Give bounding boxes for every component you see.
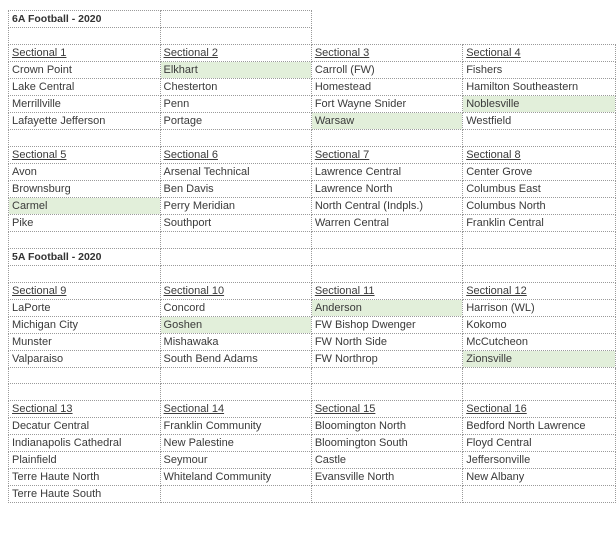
team-cell[interactable]: Hamilton Southeastern xyxy=(463,78,616,95)
empty-cell[interactable] xyxy=(463,384,616,401)
team-cell[interactable]: Lawrence North xyxy=(311,180,462,197)
team-cell[interactable]: Chesterton xyxy=(160,78,311,95)
sheet-row xyxy=(9,435,616,452)
team-cell[interactable]: Westfield xyxy=(463,112,616,129)
team-cell[interactable]: Bloomington North xyxy=(311,418,462,435)
sheet-row xyxy=(9,469,616,486)
sheet-row xyxy=(9,146,616,163)
team-cell[interactable]: Columbus North xyxy=(463,197,616,214)
team-cell[interactable]: Harrison (WL) xyxy=(463,299,616,316)
empty-cell[interactable] xyxy=(160,384,311,401)
empty-cell[interactable] xyxy=(160,367,311,384)
team-cell[interactable]: Homestead xyxy=(311,78,462,95)
sheet-row xyxy=(9,282,616,299)
empty-cell[interactable] xyxy=(311,486,462,503)
team-cell[interactable]: Lawrence Central xyxy=(311,163,462,180)
empty-cell[interactable] xyxy=(160,28,311,45)
team-cell[interactable]: Carmel xyxy=(9,197,161,214)
sectional-header[interactable]: Sectional 4 xyxy=(463,44,616,61)
team-cell[interactable]: Mishawaka xyxy=(160,333,311,350)
team-cell[interactable]: Castle xyxy=(311,452,462,469)
spreadsheet-grid xyxy=(8,10,616,503)
team-cell[interactable]: Franklin Community xyxy=(160,418,311,435)
team-cell[interactable]: Arsenal Technical xyxy=(160,163,311,180)
team-cell[interactable]: Lafayette Jefferson xyxy=(9,112,161,129)
empty-cell[interactable] xyxy=(463,11,616,28)
team-cell[interactable]: McCutcheon xyxy=(463,333,616,350)
empty-cell[interactable] xyxy=(9,367,161,384)
team-cell[interactable]: Franklin Central xyxy=(463,214,616,231)
empty-cell[interactable] xyxy=(160,265,311,282)
sectional-header[interactable]: Sectional 13 xyxy=(9,401,161,418)
empty-cell[interactable] xyxy=(160,129,311,146)
team-cell[interactable]: North Central (Indpls.) xyxy=(311,197,462,214)
sectional-header[interactable]: Sectional 9 xyxy=(9,282,161,299)
team-cell[interactable]: Crown Point xyxy=(9,61,161,78)
sectional-header[interactable]: Sectional 14 xyxy=(160,401,311,418)
team-cell[interactable]: Zionsville xyxy=(463,350,616,367)
team-cell[interactable]: Terre Haute South xyxy=(9,486,161,503)
team-cell[interactable]: Fishers xyxy=(463,61,616,78)
sectional-header[interactable]: Sectional 15 xyxy=(311,401,462,418)
sheet-row xyxy=(9,61,616,78)
empty-cell[interactable] xyxy=(9,231,161,248)
team-cell[interactable]: Floyd Central xyxy=(463,435,616,452)
team-cell[interactable]: Plainfield xyxy=(9,452,161,469)
empty-cell[interactable] xyxy=(311,367,462,384)
team-cell[interactable]: Michigan City xyxy=(9,316,161,333)
empty-cell[interactable] xyxy=(311,265,462,282)
sheet-row xyxy=(9,197,616,214)
team-cell[interactable]: Anderson xyxy=(311,299,462,316)
team-cell[interactable]: Warsaw xyxy=(311,112,462,129)
empty-cell[interactable] xyxy=(160,248,311,265)
empty-cell[interactable] xyxy=(160,11,311,28)
sheet-row xyxy=(9,180,616,197)
team-cell[interactable]: Warren Central xyxy=(311,214,462,231)
team-cell[interactable]: Pike xyxy=(9,214,161,231)
team-cell[interactable]: Merrillville xyxy=(9,95,161,112)
empty-cell[interactable] xyxy=(9,28,161,45)
empty-cell[interactable] xyxy=(463,231,616,248)
team-cell[interactable]: Perry Meridian xyxy=(160,197,311,214)
empty-cell[interactable] xyxy=(463,367,616,384)
sheet-row xyxy=(9,350,616,367)
sectional-header[interactable]: Sectional 10 xyxy=(160,282,311,299)
sheet-row xyxy=(9,299,616,316)
sheet-row xyxy=(9,418,616,435)
team-cell[interactable]: Valparaiso xyxy=(9,350,161,367)
empty-cell[interactable] xyxy=(311,248,462,265)
sheet-row xyxy=(9,95,616,112)
sectional-header[interactable]: Sectional 6 xyxy=(160,146,311,163)
team-cell[interactable]: Indianapolis Cathedral xyxy=(9,435,161,452)
empty-cell[interactable] xyxy=(463,28,616,45)
team-cell[interactable]: FW Bishop Dwenger xyxy=(311,316,462,333)
sheet-row xyxy=(9,78,616,95)
team-cell[interactable]: Evansville North xyxy=(311,469,462,486)
sheet-row xyxy=(9,248,616,265)
team-cell[interactable]: Concord xyxy=(160,299,311,316)
sheet-row xyxy=(9,367,616,384)
sectional-header[interactable]: Sectional 1 xyxy=(9,44,161,61)
team-cell[interactable]: Avon xyxy=(9,163,161,180)
empty-cell[interactable] xyxy=(311,129,462,146)
team-cell[interactable]: FW Northrop xyxy=(311,350,462,367)
sheet-row xyxy=(9,452,616,469)
sectional-header[interactable]: Sectional 5 xyxy=(9,146,161,163)
empty-cell[interactable] xyxy=(160,231,311,248)
sectional-header[interactable]: Sectional 11 xyxy=(311,282,462,299)
team-cell[interactable]: Terre Haute North xyxy=(9,469,161,486)
sectional-header[interactable]: Sectional 2 xyxy=(160,44,311,61)
team-cell[interactable]: Goshen xyxy=(160,316,311,333)
empty-cell[interactable] xyxy=(311,28,462,45)
sheet-row xyxy=(9,129,616,146)
sheet-row xyxy=(9,316,616,333)
sheet-row xyxy=(9,333,616,350)
team-cell[interactable]: Seymour xyxy=(160,452,311,469)
team-cell[interactable]: Bloomington South xyxy=(311,435,462,452)
team-cell[interactable]: Elkhart xyxy=(160,61,311,78)
sectional-header[interactable]: Sectional 3 xyxy=(311,44,462,61)
team-cell[interactable]: Southport xyxy=(160,214,311,231)
empty-cell[interactable] xyxy=(463,486,616,503)
team-cell[interactable]: Carroll (FW) xyxy=(311,61,462,78)
sheet-row xyxy=(9,44,616,61)
sheet-row xyxy=(9,231,616,248)
division-title[interactable]: 6A Football - 2020 xyxy=(9,11,161,28)
sheet-row xyxy=(9,28,616,45)
team-cell[interactable]: Kokomo xyxy=(463,316,616,333)
sheet-row xyxy=(9,11,616,28)
division-title[interactable]: 5A Football - 2020 xyxy=(9,248,161,265)
sectional-header[interactable]: Sectional 7 xyxy=(311,146,462,163)
empty-cell[interactable] xyxy=(9,384,161,401)
team-cell[interactable]: Portage xyxy=(160,112,311,129)
empty-cell[interactable] xyxy=(311,231,462,248)
empty-cell[interactable] xyxy=(463,129,616,146)
empty-cell[interactable] xyxy=(463,248,616,265)
team-cell[interactable]: LaPorte xyxy=(9,299,161,316)
team-cell[interactable]: Fort Wayne Snider xyxy=(311,95,462,112)
sheet-row xyxy=(9,401,616,418)
sheet-row xyxy=(9,486,616,503)
sectional-header[interactable]: Sectional 12 xyxy=(463,282,616,299)
team-cell[interactable]: Whiteland Community xyxy=(160,469,311,486)
team-cell[interactable]: Lake Central xyxy=(9,78,161,95)
empty-cell[interactable] xyxy=(463,265,616,282)
team-cell[interactable]: Bedford North Lawrence xyxy=(463,418,616,435)
team-cell[interactable]: FW North Side xyxy=(311,333,462,350)
sheet-row xyxy=(9,214,616,231)
team-cell[interactable]: Jeffersonville xyxy=(463,452,616,469)
sheet-row xyxy=(9,265,616,282)
team-cell[interactable]: Decatur Central xyxy=(9,418,161,435)
empty-cell[interactable] xyxy=(311,384,462,401)
team-cell[interactable]: New Palestine xyxy=(160,435,311,452)
team-cell[interactable]: Munster xyxy=(9,333,161,350)
team-cell[interactable]: Center Grove xyxy=(463,163,616,180)
empty-cell[interactable] xyxy=(311,11,462,28)
empty-cell[interactable] xyxy=(160,486,311,503)
sectional-header[interactable]: Sectional 16 xyxy=(463,401,616,418)
empty-cell[interactable] xyxy=(9,265,161,282)
sectional-header[interactable]: Sectional 8 xyxy=(463,146,616,163)
empty-cell[interactable] xyxy=(9,129,161,146)
team-cell[interactable]: South Bend Adams xyxy=(160,350,311,367)
sheet-row xyxy=(9,384,616,401)
team-cell[interactable]: Ben Davis xyxy=(160,180,311,197)
team-cell[interactable]: Brownsburg xyxy=(9,180,161,197)
team-cell[interactable]: Columbus East xyxy=(463,180,616,197)
team-cell[interactable]: Penn xyxy=(160,95,311,112)
sheet-row xyxy=(9,112,616,129)
sheet-row xyxy=(9,163,616,180)
team-cell[interactable]: New Albany xyxy=(463,469,616,486)
team-cell[interactable]: Noblesville xyxy=(463,95,616,112)
